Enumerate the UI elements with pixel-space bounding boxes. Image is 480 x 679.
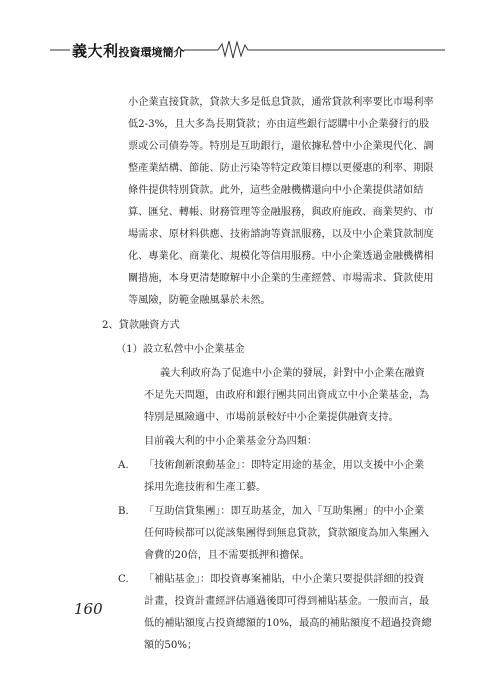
paragraph-line: 小企業直接貸款，貸款大多是低息貸款，通常貸款利率要比市場利率: [128, 97, 434, 108]
section-heading: 2、貸款融資方式: [102, 320, 180, 331]
list-item-label: A.: [118, 460, 129, 471]
header-title: [72, 40, 185, 61]
list-item-label: B.: [118, 506, 129, 517]
paragraph-line: 義大利政府為了促進中小企業的發展，針對中小企業在融資: [160, 368, 425, 379]
paragraph-line: 低2-3%，且大多為長期貸款；亦由這些銀行認購中小企業發行的股: [128, 119, 430, 130]
list-item-line: 採用先進技術和生產工藝。: [144, 482, 267, 493]
list-item-label: C.: [118, 574, 129, 585]
list-item-line: 會費的20倍，且不需要抵押和擔保。: [144, 550, 310, 561]
paragraph-line: 整產業結構、節能、防止污染等特定政策目標以更優惠的利率、期限: [128, 163, 434, 174]
paragraph-line: 化、專業化、商業化、規模化等信用服務。中小企業透過金融機構相: [128, 251, 434, 262]
header-title-sub: 投資環境簡介: [118, 46, 185, 59]
paragraph-line: 場需求、原材料供應、技術諮詢等資訊服務，以及中小企業貸款制度: [128, 229, 434, 240]
header-title-main: 義大利: [72, 42, 119, 60]
list-item-line: 「互助信貸集團」：即互助基金，加入「互助集團」的中小企業: [144, 506, 425, 517]
list-item-line: 額的50%；: [144, 640, 198, 651]
subsection-heading: （1）設立私營中小企業基金: [116, 344, 245, 355]
running-header: [50, 36, 450, 62]
page-number: 160: [74, 600, 103, 618]
paragraph-line: 目前義大利的中小企業基金分為四類：: [144, 436, 318, 447]
list-item-line: 「補貼基金」：即投資專案補貼，中小企業只要提供詳細的投資: [144, 574, 425, 585]
paragraph-line: 條件提供特別貸款。此外，這些金融機構還向中小企業提供諸如結: [128, 185, 424, 196]
paragraph-line: 算、匯兌、轉帳、財務管理等金融服務，與政府施政、商業契約、市: [128, 207, 434, 218]
paragraph-line: 等風險，防範金融風暴於未然。: [128, 295, 271, 306]
paragraph-line: 票或公司債券等。特別是互助銀行，還依據私營中小企業現代化、調: [128, 141, 434, 152]
list-item-line: 低的補貼額度占投資總額的10%，最高的補貼額度不超過投資總: [144, 618, 432, 629]
list-item-line: 計畫，投資計畫經評估通過後即可得到補貼基金。一般而言，最: [144, 596, 430, 607]
list-item-line: 「技術創新滾動基金」：即特定用途的基金，用以支援中小企業: [144, 460, 425, 471]
paragraph-line: 不足先天問題，由政府和銀行團共同出資成立中小企業基金，為: [144, 390, 430, 401]
paragraph-line: 關措施，本身更清楚瞭解中小企業的生產經營、市場需求、貸款使用: [128, 273, 434, 284]
list-item-line: 任何時候都可以從該集團得到無息貸款，貸款額度為加入集團入: [144, 528, 430, 539]
paragraph-line: 特別是風險適中、市場前景較好中小企業提供融資支持。: [144, 412, 399, 423]
